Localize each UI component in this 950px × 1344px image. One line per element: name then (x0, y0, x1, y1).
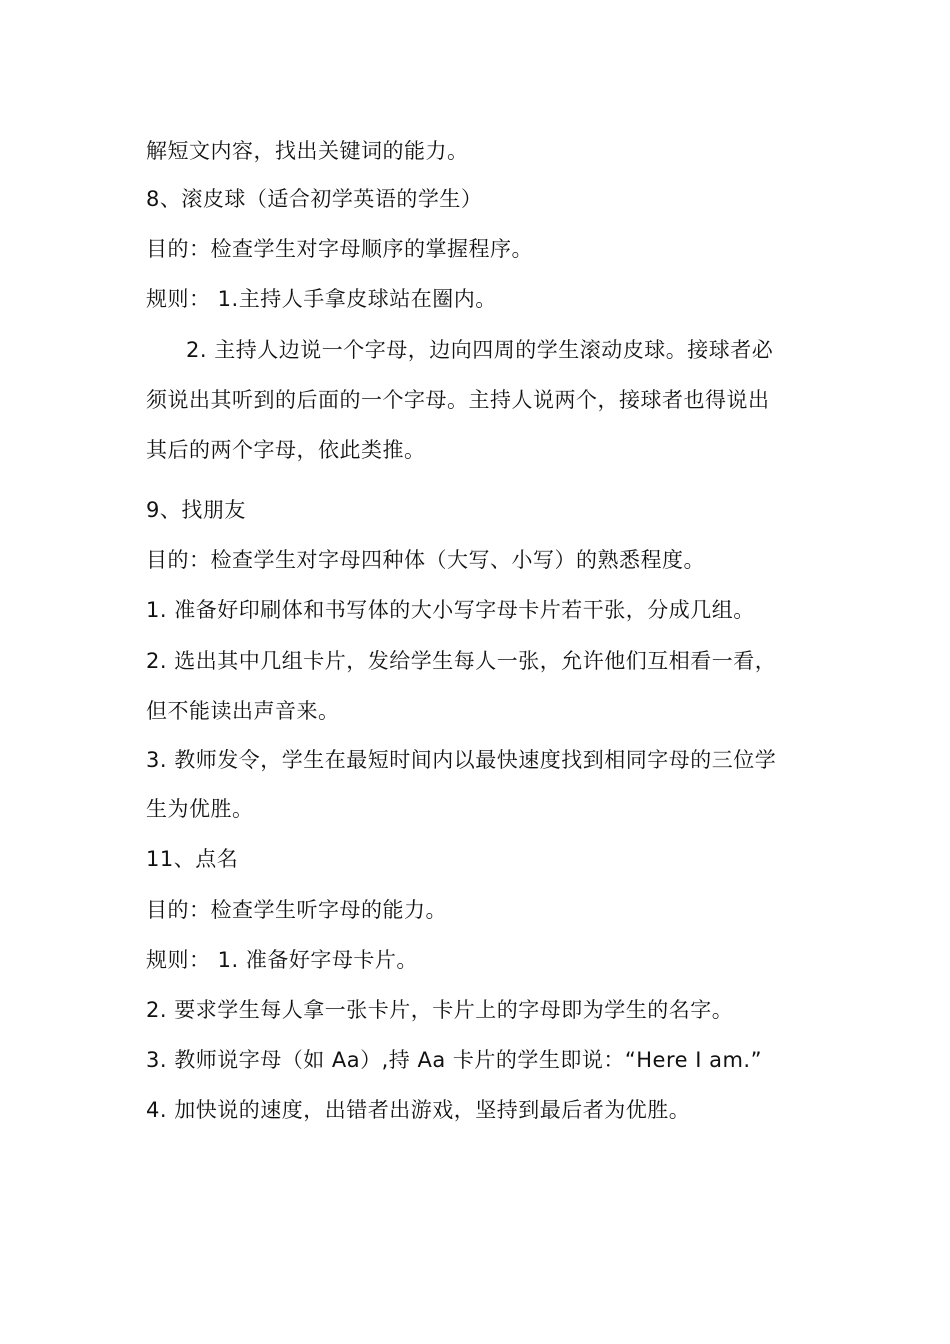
text-line-rule-11-2: 2. 要求学生每人拿一张卡片，卡片上的字母即为学生的名字。 (146, 998, 734, 1022)
section-heading-9: 9、找朋友 (146, 498, 246, 522)
text-line-rule-11-3: 3. 教师说字母（如 Aa）,持 Aa 卡片的学生即说：“Here I am.” (146, 1048, 762, 1072)
text-line-rule-8-2: 2. 主持人边说一个字母，边向四周的学生滚动皮球。接球者必 (186, 338, 774, 362)
text-line-rule-9-2: 2. 选出其中几组卡片，发给学生每人一张，允许他们互相看一看， (146, 649, 777, 673)
text-line-rule-11-1: 规则： 1. 准备好字母卡片。 (146, 948, 418, 972)
text-line-rule-9-3-cont: 生为优胜。 (146, 797, 254, 821)
text-line-purpose-9: 目的：检查学生对字母四种体（大写、小写）的熟悉程度。 (146, 548, 705, 572)
text-line-1: 解短文内容，找出关键词的能力。 (146, 139, 469, 163)
text-line-rule-11-4: 4. 加快说的速度，出错者出游戏，坚持到最后者为优胜。 (146, 1098, 691, 1122)
section-heading-8: 8、滚皮球（适合初学英语的学生） (146, 187, 483, 211)
text-line-rule-9-3: 3. 教师发令，学生在最短时间内以最快速度找到相同字母的三位学 (146, 748, 777, 772)
text-line-rule-9-2-cont: 但不能读出声音来。 (146, 699, 340, 723)
section-heading-11: 11、点名 (146, 847, 239, 871)
text-line-purpose-8: 目的：检查学生对字母顺序的掌握程序。 (146, 237, 533, 261)
text-line-rule-8-1: 规则： 1.主持人手拿皮球站在圈内。 (146, 287, 497, 311)
text-line-rule-8-2-cont: 须说出其听到的后面的一个字母。主持人说两个，接球者也得说出 (146, 388, 770, 412)
text-line-purpose-11: 目的：检查学生听字母的能力。 (146, 898, 447, 922)
text-line-rule-9-1: 1. 准备好印刷体和书写体的大小写字母卡片若干张，分成几组。 (146, 598, 755, 622)
text-line-rule-8-2-end: 其后的两个字母，依此类推。 (146, 438, 426, 462)
